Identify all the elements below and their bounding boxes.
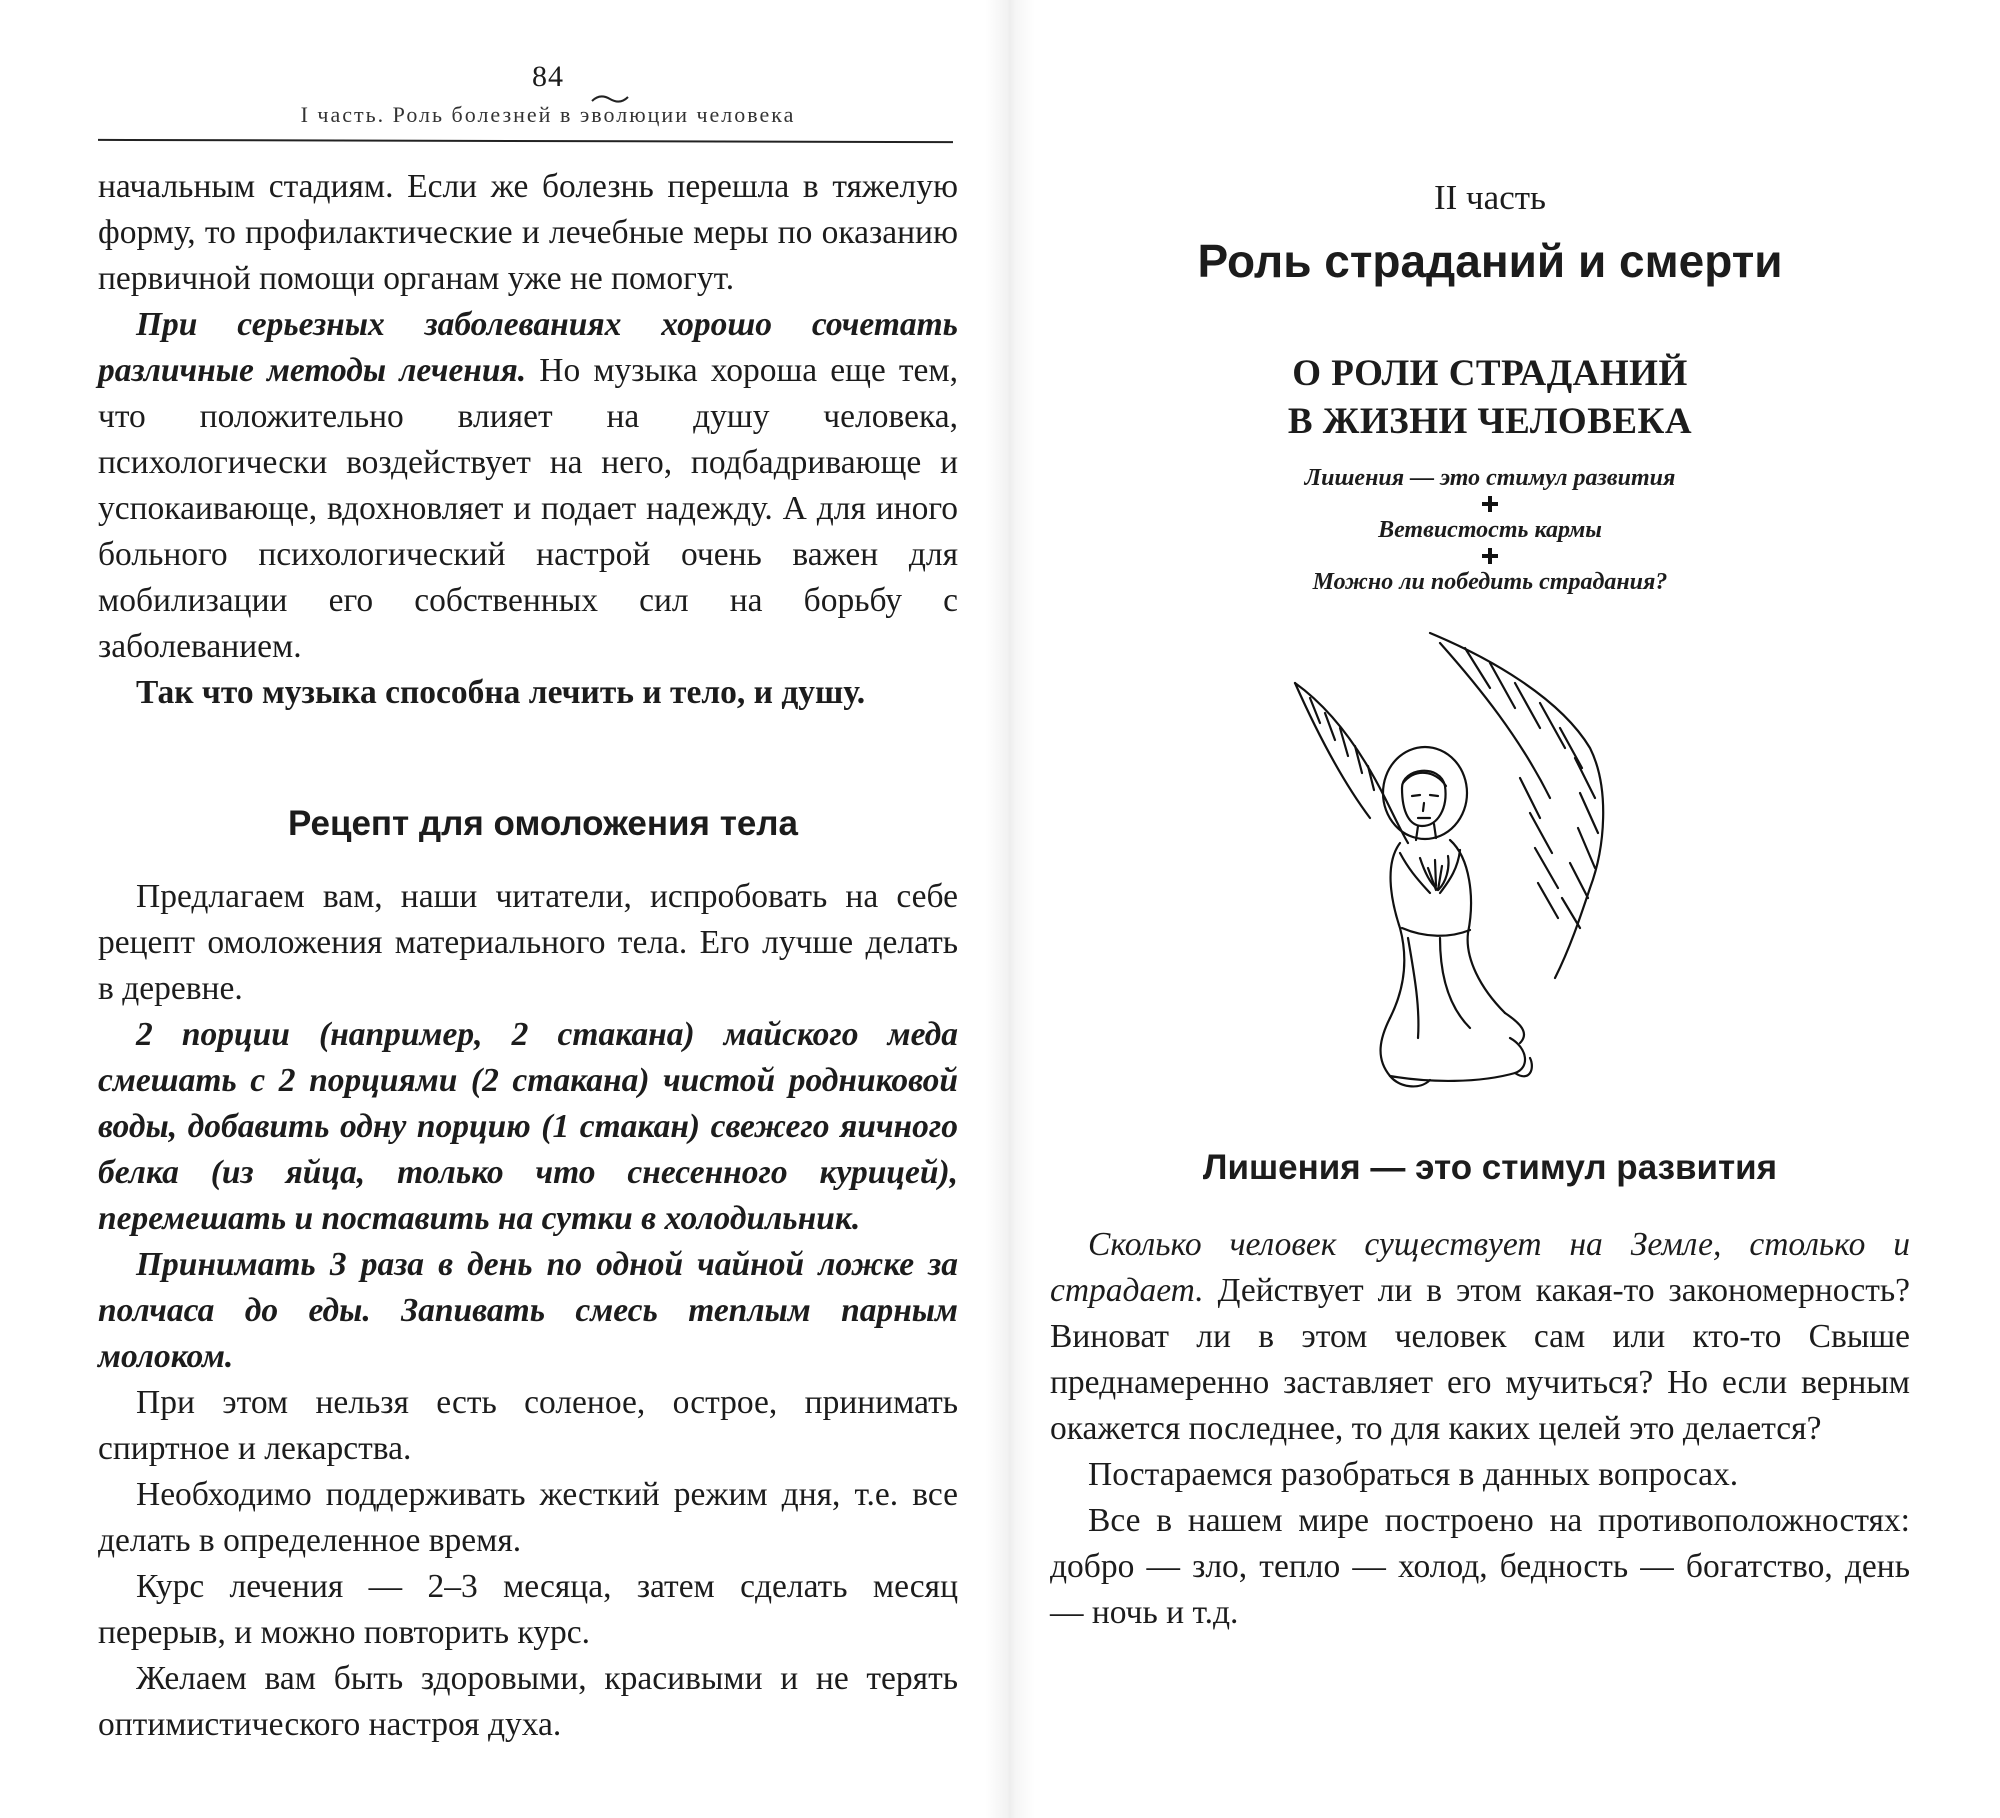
subtopic-item: Лишения — это стимул развития: [1304, 465, 1676, 491]
kneeling-angel-illustration-icon: [1290, 628, 1620, 1098]
paragraph: При этом нельзя есть соленое, острое, принимать спиртное и лекарства.: [98, 1384, 958, 1467]
chapter-title: [1070, 350, 1910, 446]
paragraph: начальным стадиям. Если же болезнь перешла в тяжелую форму, то профилактические и лечебные меры по оказанию первичной помощи органам уже не помогут.: [98, 168, 958, 297]
paragraph-text: Но музыка хороша еще тем, что положительно влияет на душу человека, психологически воздействует на него, подбадривающе и успокаивающе, вдохновляет и подает надежду. А для иного больного психологический настрой очень важен для мобилизации его собственных сил на борьбу с заболеванием.: [98, 352, 958, 665]
chapter-title-line: О РОЛИ СТРАДАНИЙ: [1292, 353, 1688, 394]
paragraph: Постараемся разобраться в данных вопросах.: [1088, 1456, 1739, 1493]
plus-separator-icon: [1480, 546, 1500, 566]
plus-separator-icon: [1480, 494, 1500, 514]
paragraph: [1050, 1222, 1910, 1452]
header-rule: [98, 139, 953, 143]
subtopic-item: Можно ли победить страдания?: [1312, 569, 1668, 595]
part-label: II часть: [1434, 178, 1546, 217]
page-number: 84: [532, 60, 564, 93]
paragraph: Курс лечения — 2–3 месяца, затем сделать месяц перерыв, и можно повторить курс.: [98, 1568, 958, 1651]
part-title: Роль страданий и смерти: [1197, 235, 1783, 287]
section-heading: Лишения — это стимул развития: [1202, 1148, 1778, 1187]
recipe-paragraph: Принимать 3 раза в день по одной чайной ложке за полчаса до еды. Запивать смесь теплым парным молоком.: [98, 1246, 958, 1375]
running-head: I часть. Роль болезней в эволюции человека: [300, 102, 796, 127]
subtopic-list: [1070, 462, 1910, 598]
section-heading: Рецепт для омоложения тела: [288, 804, 798, 843]
paragraph: Предлагаем вам, наши читатели, испробовать на себе рецепт омоложения материального тела. Его лучше делать в деревне.: [98, 878, 958, 1007]
recipe-paragraph: 2 порции (например, 2 стакана) майского меда смешать с 2 порциями (2 стакана) чистой родниковой воды, добавить одну порцию (1 стакан) свежего яичного белка (из яйца, только что снесенного курицей), перемешать и поставить на сутки в холодильник.: [98, 1016, 958, 1237]
book-gutter-shadow: [985, 0, 1035, 1818]
subtopic-item: Ветвистость кармы: [1378, 517, 1602, 543]
paragraph: Желаем вам быть здоровыми, красивыми и не терять оптимистического настроя духа.: [98, 1660, 958, 1743]
paragraph-text: Действует ли в этом какая-то закономерность? Виноват ли в этом человек сам или кто-то Свыше преднамеренно заставляет его мучиться? Но если верным окажется последнее, то для каких целей это делается?: [1050, 1272, 1910, 1447]
italic-text: Сколько человек существует на Земле, столько и страдает.: [1050, 1226, 1910, 1309]
paragraph: Необходимо поддерживать жесткий режим дня, т.е. все делать в определенное время.: [98, 1476, 958, 1559]
chapter-title-line: В ЖИЗНИ ЧЕЛОВЕКА: [1287, 401, 1693, 442]
paragraph: Все в нашем мире построено на противоположностях: добро — зло, тепло — холод, бедность — богатство, день — ночь и т.д.: [1050, 1502, 1910, 1631]
left-page-text: [98, 164, 958, 1748]
left-page: [98, 60, 958, 1748]
paragraph-conclusion: Так что музыка способна лечить и тело, и душу.: [136, 674, 866, 711]
paragraph: [98, 302, 958, 670]
emphasis-text: При серьезных заболеваниях хорошо сочетать различные методы лечения.: [98, 306, 958, 389]
right-page: [1050, 178, 1910, 1636]
